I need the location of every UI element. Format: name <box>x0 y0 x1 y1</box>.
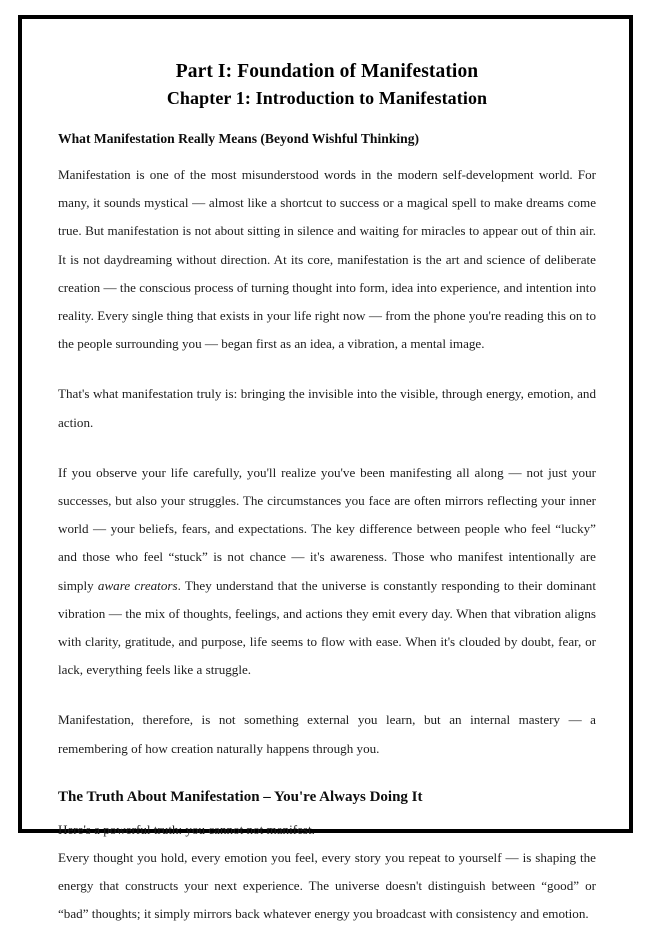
section-heading-truth-about-manifestation: The Truth About Manifestation – You're Always Doing It <box>58 788 423 805</box>
section-heading-what-manifestation-really-means: What Manifestation Really Means (Beyond Wishful Thinking) <box>58 131 420 146</box>
document-page <box>18 15 633 922</box>
page-content <box>58 59 596 929</box>
chapter-title: Chapter 1: Introduction to Manifestation <box>166 88 488 108</box>
paragraph-invisible-into-visible: That's what manifestation truly is: bringing the invisible into the visible, through energy, emotion, and action. <box>58 386 596 430</box>
page-title: Part I: Foundation of Manifestation <box>175 61 479 82</box>
paragraph-observe-text-before: If you observe your life carefully, you'll realize you've been manifesting all along — not just your successes, but also your struggles. The circumstances you face are often mirrors reflecting your inner world — your beliefs, fears, and expectations. The key difference between people who feel “lucky” and those who feel “stuck” is not chance — it's awareness. Those who manifest intentionally are simply <box>58 464 596 593</box>
paragraph-internal-mastery: Manifestation, therefore, is not something external you learn, but an internal mastery — a remembering of how creation naturally happens through you. <box>58 712 596 756</box>
paragraph-every-thought-you-hold: Every thought you hold, every emotion you feel, every story you repeat to yourself — is shaping the energy that constructs your next experience. The universe doesn't distinguish between “good” or “bad” thoughts; it simply mirrors back whatever energy you broadcast with consistency and emotion. <box>58 850 596 922</box>
paragraph-manifestation-misunderstood: Manifestation is one of the most misunderstood words in the modern self-development world. For many, it sounds mystical — almost like a shortcut to success or a magical spell to make dreams come true. But manifestation is not about sitting in silence and waiting for miracles to appear out of thin air. It is not daydreaming without direction. At its core, manifestation is the art and science of deliberate creation — the conscious process of turning thought into form, idea into experience, and intention into reality. Every single thing that exists in your life right now — from the phone you're reading this on to the people surrounding you — began first as an idea, a vibration, a mental image. <box>58 167 596 352</box>
paragraph-observe-text-after: . They understand that the universe is constantly responding to their dominant vibration — the mix of thoughts, feelings, and actions they emit every day. When that vibration aligns with clarity, gratitude, and purpose, life seems to flow with ease. When it's clouded by doubt, fear, or lack, everything feels like a struggle. <box>58 577 596 678</box>
emphasis-aware-creators: aware creators <box>97 577 178 593</box>
paragraph-observe-your-life <box>58 459 596 685</box>
paragraph-cannot-not-manifest: Here's a powerful truth: you cannot not manifest. <box>58 821 315 837</box>
